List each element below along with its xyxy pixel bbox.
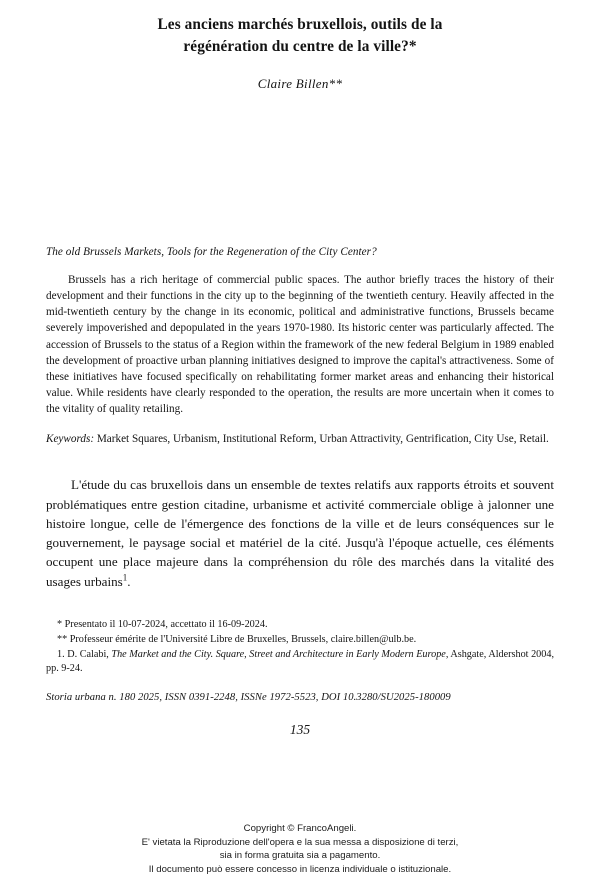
journal-citation: Storia urbana n. 180 2025, ISSN 0391-2248, ISSNe 1972-5523, DOI 10.3280/SU2025-180009 [46,692,451,704]
page-number: 135 [289,722,311,738]
footnote-1-prefix: 1. D. Calabi, [57,648,112,660]
footnote-1-title: The Market and the City. Square, Street and Architecture in Early Modern Europe [111,648,446,660]
footnote-reference-1[interactable]: 1 [122,572,128,583]
copyright-line-4: Il documento può essere concesso in licenza individuale o istituzionale. [148,863,452,875]
keywords-line [46,431,554,447]
copyright-line-2: E' vietata la Riproduzione dell'opera e la sua messa a disposizione di terzi, [141,836,459,848]
copyright-line-3: sia in forma gratuita sia a pagamento. [219,850,381,862]
abstract-paragraph: Brussels has a rich heritage of commercial public spaces. The author briefly traces the history of their development and their functions in the city up to the beginning of the twentieth century. Heavily affected in the mid-twentieth century by the change in its economic, political and administrative functions, Brussels became severely impoverished and depopulated in the years 1970-1980. Its historic center was particularly affected. The accession of Brussels to the status of a Region within the framework of the new federal Belgium in 1989 enabled the development of proactive urban planning initiatives designed to improve the capital's attractiveness. Some of these initiatives have focused specifically on rehabilitating former market areas and enhancing their historical value. While residents have clearly responded to the operation, the results are more uncertain when it comes to the vitality of quality retailing. [46,274,554,416]
abstract-block [46,245,554,447]
copyright-footer [0,822,600,876]
keywords-values: Market Squares, Urbanism, Institutional Reform, Urban Attractivity, Gentrification, City Use, Retail. [94,433,549,446]
english-subtitle: The old Brussels Markets, Tools for the Regeneration of the City Center? [46,246,377,259]
body-text-tail: . [127,573,131,589]
footnotes-block [46,618,554,678]
footnote-1 [46,648,554,678]
footnote-asterisk: * Presentato il 10-07-2024, accettato il 16-09-2024. [57,618,268,630]
body-text: L'étude du cas bruxellois dans un ensemble de textes relatifs aux rapports étroits et souvent problématiques entre gestion citadine, urbanisme et activité commerciale oblige à jalonner une histoire longue, celle de l'émergence des fonctions de la ville et de leurs conséquences sur le gouvernement, le paysage social et matériel de la cité. Jusqu'à l'époque actuelle, ces éléments occupent une place majeure dans la compréhension du rôle des marchés dans la vitalité des usages urbains [46,477,554,589]
footnote-double-asterisk: ** Professeur émérite de l'Université Libre de Bruxelles, Brussels, claire.billen@ulb.be. [57,633,417,645]
footnote-1-suffix: , Ashgate, Aldershot 2004, pp. 9-24. [46,648,555,675]
author-name: Claire Billen** [257,76,343,92]
body-paragraph-french [46,475,554,590]
keywords-label: Keywords: [46,433,95,446]
page-title [46,14,554,57]
title-line-1: Les anciens marchés bruxellois, outils de la [157,16,443,33]
title-line-2: régénération du centre de la ville?* [183,37,417,55]
page-content [46,0,554,738]
copyright-line-1: Copyright © FrancoAngeli. [243,823,357,834]
